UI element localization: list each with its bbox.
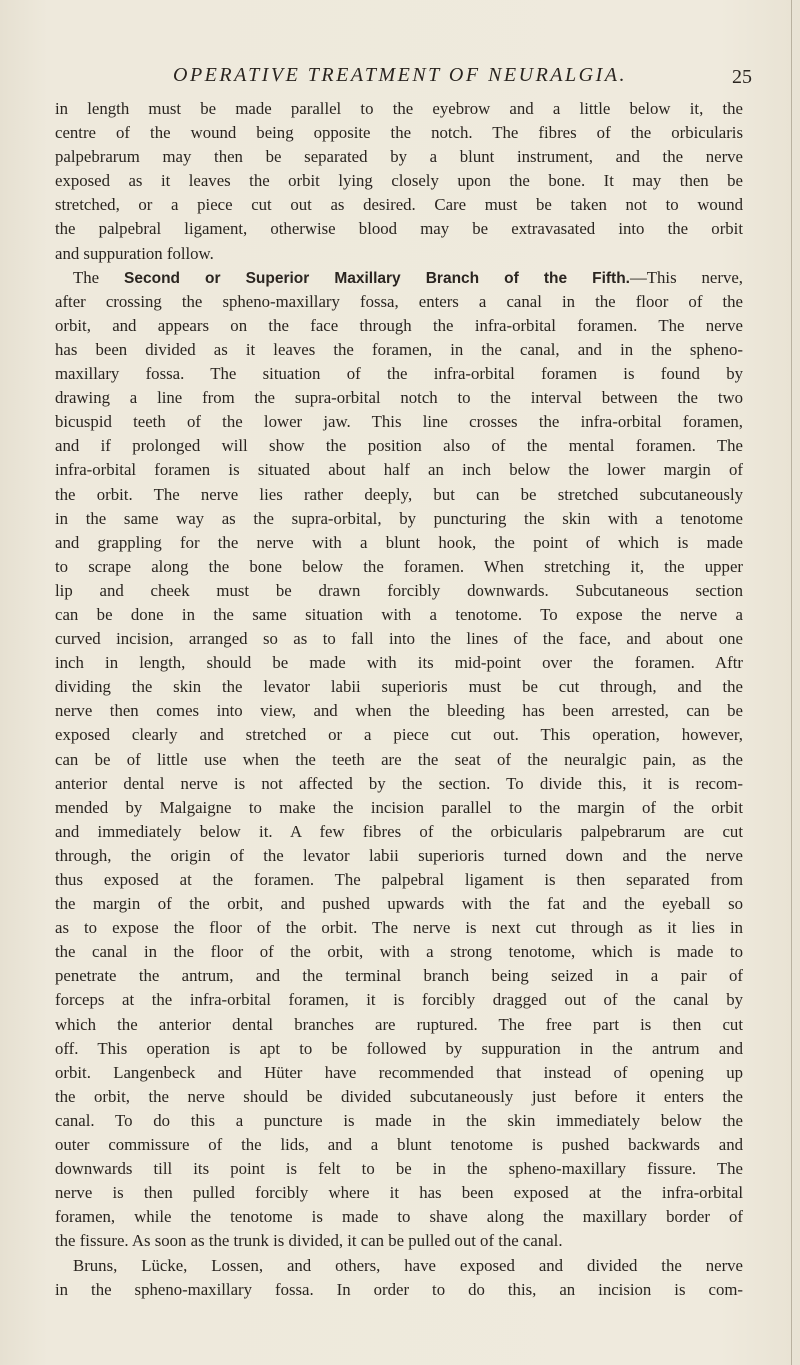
heading-prefix: The	[73, 267, 125, 287]
paragraph-1	[55, 97, 743, 266]
text-line: palpebrarum may then be separated by a blunt instrument, and the nerve	[55, 147, 743, 167]
text-line: the canal in the floor of the orbit, with a strong tenotome, which is made to	[55, 942, 743, 962]
text-line: inch in length, should be made with its mid-point over the foramen. Aftr	[55, 653, 743, 673]
text-line: bicuspid teeth of the lower jaw. This line crosses the infra-orbital foramen,	[55, 412, 743, 432]
text-line: penetrate the antrum, and the terminal branch being seized in a pair of	[55, 966, 743, 986]
text-line: curved incision, arranged so as to fall into the lines of the face, and about one	[55, 629, 743, 649]
text-line: can be done in the same situation with a tenotome. To expose the nerve a	[55, 604, 743, 624]
text-line: outer commissure of the lids, and a blunt tenotome is pushed backwards and	[55, 1135, 743, 1155]
text-line: centre of the wound being opposite the notch. The fibres of the orbicularis	[55, 123, 743, 143]
text-line: forceps at the infra-orbital foramen, it is forcibly dragged out of the canal by	[55, 990, 743, 1010]
page-edge	[791, 0, 792, 1365]
paragraph-2	[55, 266, 743, 1254]
body-text	[55, 97, 743, 1302]
text-line: through, the origin of the levator labii superioris turned down and the nerve	[55, 845, 743, 865]
running-head-title: OPERATIVE TREATMENT OF NEURALGIA.	[173, 64, 627, 86]
heading-suffix: —This nerve,	[629, 267, 743, 287]
text-line: the palpebral ligament, otherwise blood may be extravasated into the orbit	[55, 219, 743, 239]
text-line: dividing the skin the levator labii superioris must be cut through, and the	[55, 677, 743, 697]
text-line: maxillary fossa. The situation of the infra-orbital foramen is found by	[55, 364, 743, 384]
text-line: and grappling for the nerve with a blunt hook, the point of which is made	[55, 532, 743, 552]
text-line: in the spheno-maxillary fossa. In order to do this, an incision is com-	[55, 1279, 743, 1299]
text-line: has been divided as it leaves the foramen, in the canal, and in the spheno-	[55, 339, 743, 359]
text-line: orbit, and appears on the face through the infra-orbital foramen. The nerve	[55, 315, 743, 335]
text-line: Bruns, Lücke, Lossen, and others, have exposed and divided the nerve	[73, 1255, 743, 1275]
text-line: can be of little use when the teeth are the seat of the neuralgic pain, as the	[55, 749, 743, 769]
text-line: exposed as it leaves the orbit lying closely upon the bone. It may then be	[55, 171, 743, 191]
text-line: thus exposed at the foramen. The palpebral ligament is then separated from	[55, 870, 743, 889]
text-line: nerve then comes into view, and when the bleeding has been arrested, can be	[55, 701, 743, 721]
text-line: drawing a line from the supra-orbital notch to the interval between the two	[55, 388, 743, 408]
text-line: to scrape along the bone below the foramen. When stretching it, the upper	[55, 556, 743, 576]
running-head	[0, 64, 800, 92]
paragraph-3	[55, 1254, 743, 1302]
text-line: in the same way as the supra-orbital, by puncturing the skin with a tenotome	[55, 508, 743, 528]
page-number: 25	[732, 66, 752, 88]
text-line: canal. To do this a puncture is made in the skin immediately below the	[55, 1110, 743, 1130]
text-line: the orbit, the nerve should be divided subcutaneously just before it enters the	[55, 1086, 743, 1106]
text-line: downwards till its point is felt to be in the spheno-maxillary fissure. The	[55, 1159, 743, 1179]
text-line: lip and cheek must be drawn forcibly downwards. Subcutaneous section	[55, 580, 743, 600]
text-line: exposed clearly and stretched or a piece cut out. This operation, however,	[55, 725, 743, 745]
text-line: the orbit. The nerve lies rather deeply, but can be stretched subcutaneously	[55, 484, 743, 504]
text-line: which the anterior dental branches are ruptured. The free part is then cut	[55, 1014, 743, 1034]
text-line: the margin of the orbit, and pushed upwards with the fat and the eyeball so	[55, 894, 743, 914]
text-line: as to expose the floor of the orbit. The nerve is next cut through as it lies in	[55, 918, 743, 938]
text-line: stretched, or a piece cut out as desired. Care must be taken not to wound	[55, 195, 743, 215]
paragraph-2-lines	[55, 290, 743, 1254]
text-line: orbit. Langenbeck and Hüter have recommended that instead of opening up	[55, 1062, 743, 1082]
text-line: nerve is then pulled forcibly where it has been exposed at the infra-orbital	[55, 1183, 743, 1203]
text-line: anterior dental nerve is not affected by the section. To divide this, it is recom-	[55, 773, 743, 793]
section-heading-line	[55, 266, 743, 290]
text-line: the fissure. As soon as the trunk is divided, it can be pulled out of the canal.	[55, 1231, 563, 1251]
text-line: mended by Malgaigne to make the incision parallel to the margin of the orbit	[55, 797, 743, 817]
text-line: after crossing the spheno-maxillary fossa, enters a canal in the floor of the	[55, 291, 743, 311]
text-line: and if prolonged will show the position also of the mental foramen. The	[55, 436, 743, 456]
section-heading: Second or Superior Maxillary Branch of the Fifth.	[124, 269, 630, 287]
text-line: off. This operation is apt to be followed by suppuration in the antrum and	[55, 1038, 743, 1058]
text-line: in length must be made parallel to the eyebrow and a little below it, the	[55, 99, 743, 118]
text-line: and suppuration follow.	[55, 243, 214, 263]
text-line: infra-orbital foramen is situated about half an inch below the lower margin of	[55, 460, 743, 480]
text-line: and immediately below it. A few fibres of the orbicularis palpebrarum are cut	[55, 821, 743, 841]
text-line: foramen, while the tenotome is made to shave along the maxillary border of	[55, 1207, 743, 1227]
